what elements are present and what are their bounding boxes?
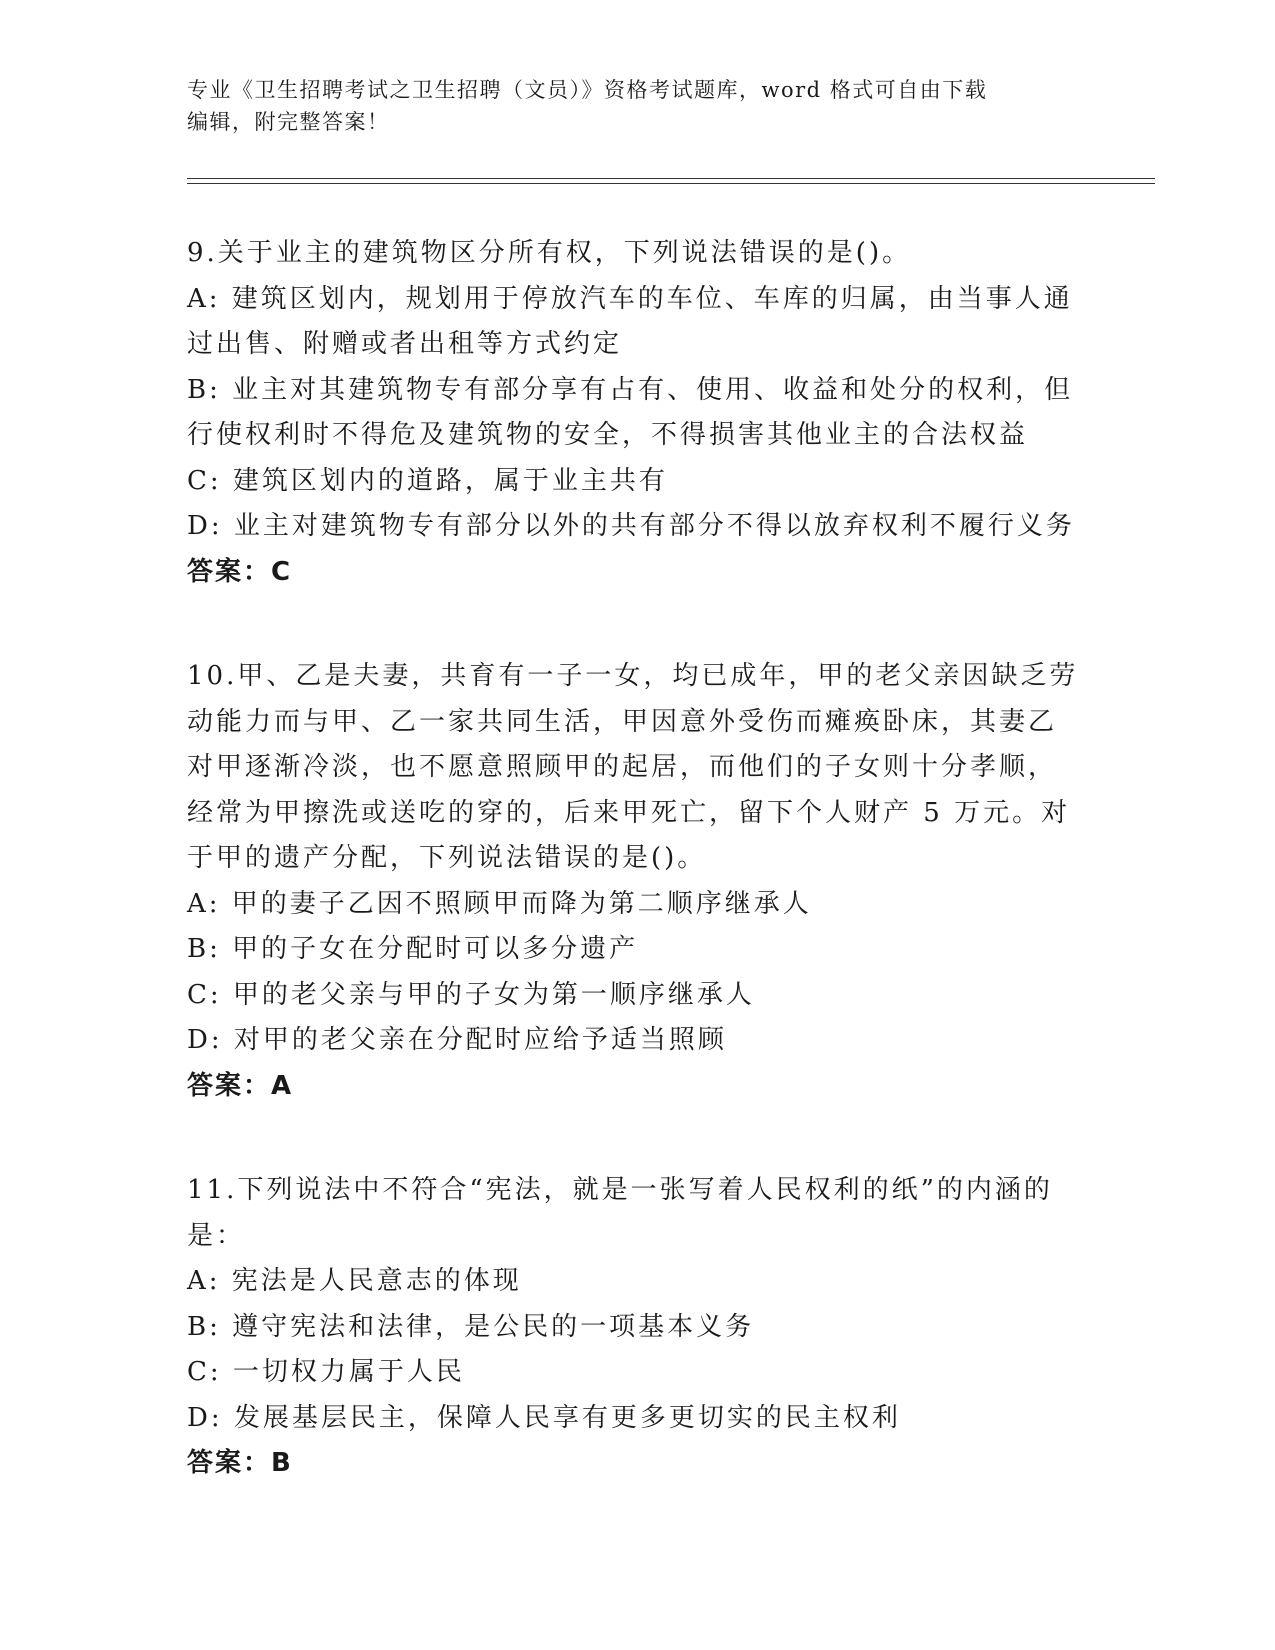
option-line: B: 遵守宪法和法律，是公民的一项基本义务 bbox=[187, 1311, 755, 1342]
option-line: A: 建筑区划内，规划用于停放汽车的车位、车库的归属，由当事人通 bbox=[187, 283, 1073, 314]
question-block bbox=[187, 231, 1087, 595]
option-line: 过出售、附赠或者出租等方式约定 bbox=[187, 329, 623, 359]
option-line: D: 对甲的老父亲在分配时应给予适当照顾 bbox=[187, 1025, 727, 1055]
option-line: A: 甲的妻子乙因不照顾甲而降为第二顺序继承人 bbox=[187, 888, 812, 919]
option-line: B: 甲的子女在分配时可以多分遗产 bbox=[187, 934, 639, 964]
header-divider-top bbox=[187, 178, 1155, 179]
question-stem-line: 9.关于业主的建筑物区分所有权，下列说法错误的是()。 bbox=[187, 238, 912, 268]
option-line: D: 业主对建筑物专有部分以外的共有部分不得以放弃权利不履行义务 bbox=[187, 511, 1075, 541]
question-block bbox=[187, 654, 1087, 1109]
question-list bbox=[187, 231, 1087, 1546]
question-stem-line: 动能力而与甲、乙一家共同生活，甲因意外受伤而瘫痪卧床，其妻乙 bbox=[187, 706, 1058, 737]
question-block bbox=[187, 1168, 1087, 1487]
option-line: B: 业主对其建筑物专有部分享有占有、使用、收益和处分的权利，但 bbox=[187, 374, 1074, 405]
header-title-line-2: 编辑，附完整答案！ bbox=[187, 110, 390, 134]
question-stem-line: 11.下列说法中不符合“宪法，就是一张写着人民权利的纸”的内涵的 bbox=[187, 1175, 1053, 1205]
question-stem-line: 对甲逐渐冷淡，也不愿意照顾甲的起居，而他们的子女则十分孝顺， bbox=[187, 752, 1058, 782]
option-line: D: 发展基层民主，保障人民享有更多更切实的民主权利 bbox=[187, 1402, 901, 1433]
answer-line: 答案：B bbox=[187, 1448, 293, 1478]
option-line: C: 建筑区划内的道路，属于业主共有 bbox=[187, 465, 668, 496]
option-line: C: 甲的老父亲与甲的子女为第一顺序继承人 bbox=[187, 979, 755, 1010]
option-line: A: 宪法是人民意志的体现 bbox=[187, 1266, 522, 1296]
question-stem-line: 10.甲、乙是夫妻，共育有一子一女，均已成年，甲的老父亲因缺乏劳 bbox=[187, 661, 1079, 691]
question-stem-line: 经常为甲擦洗或送吃的穿的，后来甲死亡，留下个人财产 5 万元。对 bbox=[187, 797, 1071, 828]
question-stem-line: 是： bbox=[187, 1220, 246, 1251]
header-title-line-1: 专业《卫生招聘考试之卫生招聘（文员）》资格考试题库，word 格式可自由下载 bbox=[187, 78, 988, 102]
header-divider-bottom bbox=[187, 183, 1155, 184]
option-line: 行使权利时不得危及建筑物的安全，不得损害其他业主的合法权益 bbox=[187, 420, 1029, 450]
answer-line: 答案：A bbox=[187, 1070, 294, 1101]
document-header bbox=[187, 74, 1087, 138]
answer-line: 答案：C bbox=[187, 556, 293, 587]
question-stem-line: 于甲的遗产分配，下列说法错误的是()。 bbox=[187, 843, 707, 873]
option-line: C: 一切权力属于人民 bbox=[187, 1357, 465, 1387]
